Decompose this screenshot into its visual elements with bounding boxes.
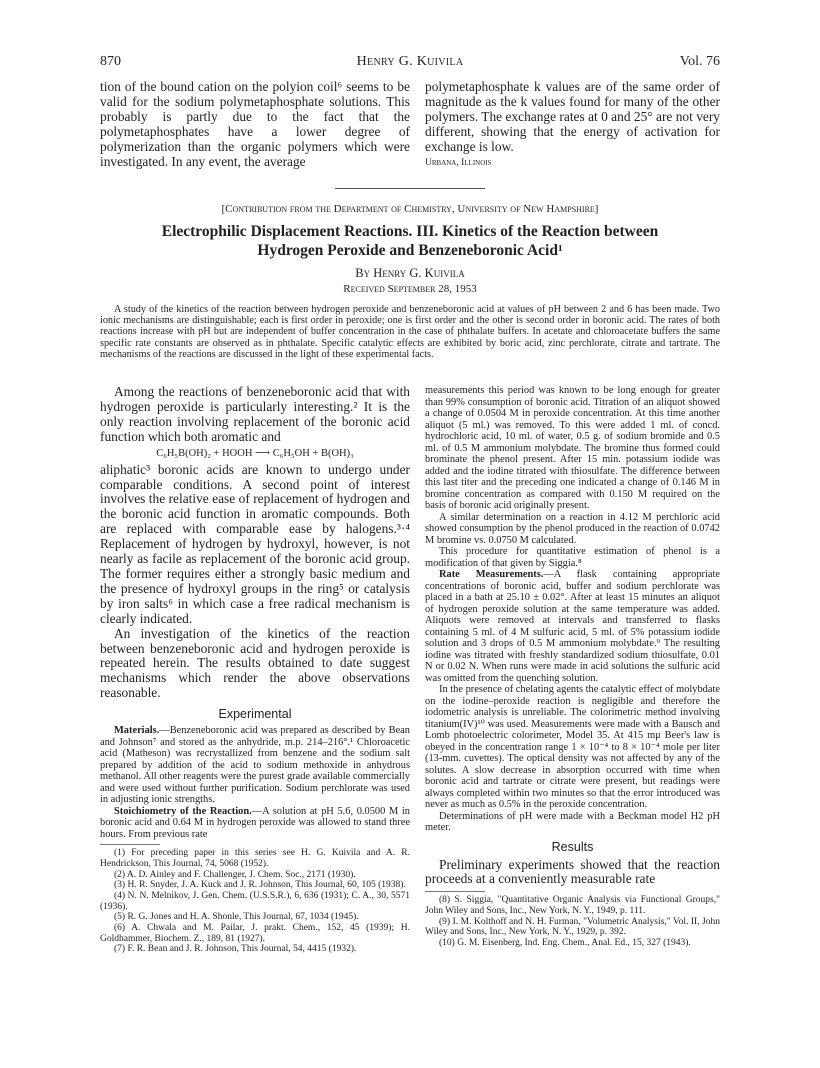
materials-heading: Materials.: [114, 725, 160, 737]
materials-paragraph: [100, 725, 410, 806]
results-heading: Results: [551, 839, 594, 854]
volume-label: Vol. 76: [679, 54, 720, 69]
results-paragraph: Preliminary experiments showed that the reaction proceeds at a conveniently measurable rate: [425, 856, 720, 887]
rate-measurements-text: —A flask containing appropriate concentrations of boronic acid, buffer and sodium perchlorate was placed in a bath at 25.10 ± 0.02°. After at least 15 minutes an aliquot of hydrogen peroxide solution at the same temperature was added. Aliquots were removed at intervals and transferred to flasks containing 5 ml. of 4 M sulfuric acid, 5 ml. of 5% potassium iodide solution and 3 drops of 0.5 M ammonium molybdate.⁹ The resulting iodine was titrated with freshly standardized sodium thiosulfate, 0.01 N or 0.02 N. When runs were made in acid solutions the sulfuric acid was omitted from the quenching solution.: [425, 569, 720, 684]
previous-article-right-text: polymetaphosphate k values are of the same order of magnitude as the k values found for many of the other polymers. The exchange rates at 0 and 25° are not very different, showing that the energy of activation for exchange is low.: [425, 79, 720, 154]
right-column: [425, 385, 720, 949]
rate-measurements-heading: Rate Measurements.: [439, 569, 544, 580]
chelating-paragraph: In the presence of chelating agents the catalytic effect of molybdate on the iodine–peroxide reaction is negligible and therefore the iodometric analysis is unreliable. The colorimetric method involving titanium(IV)¹⁰ was used. Measurements were made with a Bausch and Lomb photoelectric colorimeter, Model 35. At 415 mμ Beer's law is obeyed in the concentration range 1 × 10⁻⁴ to 8 × 10⁻⁴ mole per liter (13-mm. cuvettes). The optical density was not affected by any of the solutes. A slow decrease in absorption occurred with time when boronic acid and tartrate or citrate were present, but readings were always completed within two minutes so that the error introduced was never as much as 0.5% in the peroxide concentration.: [425, 684, 720, 810]
ph-paragraph: Determinations of pH were made with a Beckman model H2 pH meter.: [425, 810, 720, 833]
left-column: [100, 385, 410, 955]
byline: By Henry G. Kuivila: [355, 266, 465, 280]
footnote: (6) A. Chwala and M. Pailar, J. prakt. Chem., 152, 45 (1939); H. Goldhammer, Biochem. Z., 189, 81 (1927).: [100, 923, 410, 944]
running-author: Henry G. Kuivila: [356, 54, 464, 69]
footnote: (10) G. M. Eisenberg, Ind. Eng. Chem., Anal. Ed., 15, 327 (1943).: [439, 938, 691, 949]
footnote: (1) For preceding paper in this series see H. G. Kuivila and A. R. Hendrickson, This Journal, 74, 5068 (1952).: [100, 848, 410, 869]
contribution-line: [Contribution from the Department of Chemistry, University of New Hampshire]: [221, 203, 599, 215]
procedure-paragraph: This procedure for quantitative estimation of phenol is a modification of that given by Siggia.⁸: [425, 546, 720, 569]
intro-paragraph-1-continued: aliphatic³ boronic acids are known to undergo under comparable conditions. A second point of interest involves the relative ease of replacement of hydrogen and the boronic acid function in aromatic compounds. Both are replaced with comparable ease by halogens.³·⁴ Replacement of hydrogen by hydroxyl, however, is not nearly as facile as replacement of the boronic acid group. The former requires either a strongly basic medium and the presence of hydroxyl groups in the ring⁵ or catalysis by iron salts⁶ in which case a free radical mechanism is clearly indicated.: [100, 461, 410, 626]
perchloric-paragraph: A similar determination on a reaction in 4.12 M perchloric acid showed consumption by the phenol produced in the reaction of 0.0742 M bromine vs. 0.0750 M calculated.: [425, 511, 720, 546]
running-header: [100, 54, 720, 72]
received-date: Received September 28, 1953: [343, 283, 477, 295]
intro-paragraph-1: Among the reactions of benzeneboronic acid that with hydrogen peroxide is particularly interesting.² It is the only reaction involving replacement of the boronic acid function which both aromatic and: [100, 384, 410, 444]
footnotes-right: [425, 895, 720, 949]
previous-article-right: [425, 80, 720, 168]
abstract: A study of the kinetics of the reaction between hydrogen peroxide and benzeneboronic acid at values of pH between 2 and 6 has been made. Two ionic mechanisms are distinguishable; each is first order in peroxide; one is first order and the other is second order in boronic acid. The rates of both reactions increase with pH but are independent of buffer concentration in the case of phthalate buffers. In acetate and chloroacetate buffers the same specific rate constants are observed as in phthalate. Specific catalytic effects are exhibited by boric acid, zinc perchlorate, citrate and tartrate. The mechanisms of the reactions are discussed in the light of these experimental facts.: [100, 304, 720, 360]
stoichiometry-paragraph: [100, 806, 410, 841]
title-line-1: Electrophilic Displacement Reactions. III. Kinetics of the Reaction between: [161, 223, 659, 240]
footnote: (3) H. R. Snyder, J. A. Kuck and J. R. Johnson, This Journal, 60, 105 (1938).: [114, 880, 406, 891]
stoichiometry-heading: Stoichiometry of the Reaction.: [114, 805, 252, 817]
separator-rule: [335, 188, 485, 189]
title-line-2: Hydrogen Peroxide and Benzeneboronic Acid¹: [257, 242, 563, 259]
footnotes-left: [100, 848, 410, 955]
footnote: (9) I. M. Kolthoff and N. H. Furman, "Volumetric Analysis," Vol. II, John Wiley and Sons, Inc., New York, N. Y., 1929, p. 392.: [425, 916, 720, 938]
footnote: (8) S. Siggia, "Quantitative Organic Analysis via Functional Groups," John Wiley and Sons, Inc., New York, N. Y., 1949, p. 111.: [425, 895, 720, 917]
footnote: (2) A. D. Ainley and F. Challenger, J. Chem. Soc., 2171 (1930).: [114, 869, 356, 880]
materials-text: —Benzeneboronic acid was prepared as described by Bean and Johnson⁷ and stored as the anhydride, m.p. 214–216°.¹ Chloroacetic acid (Matheson) was recrystallized from benzene and the sodium salt prepared by addition of the acid to sodium methoxide in anhydrous methanol. All other reagents were the purest grade available commercially and were used without further purification. Sodium perchlorate was used in adjusting ionic strengths.: [100, 725, 410, 806]
author-location: Urbana, Illinois: [425, 157, 492, 168]
footnote: (4) N. N. Melnikov, J. Gen. Chem. (U.S.S.R.), 6, 636 (1931); C. A., 30, 5571 (1936).: [100, 890, 410, 912]
previous-article-left-text: tion of the bound cation on the polyion coil⁶ seems to be valid for the sodium polymetaphosphate solutions. This probably is partly due to the fact that the polymetaphosphates have a lower degree of polymerization than the organic polymers which were investigated. In any event, the average: [100, 79, 410, 169]
intro-paragraph-2: An investigation of the kinetics of the reaction between benzeneboronic acid and hydrogen peroxide is repeated herein. The results obtained to date suggest mechanisms which render the above observations reasonable.: [100, 625, 410, 701]
article-title: [100, 222, 720, 260]
page-number: 870: [100, 54, 121, 69]
footnote: (5) R. G. Jones and H. A. Shonle, This Journal, 67, 1034 (1945).: [114, 912, 359, 923]
previous-article-left: [100, 80, 410, 169]
footnote: (7) F. R. Bean and J. R. Johnson, This Journal, 54, 4415 (1932).: [114, 944, 357, 955]
footnote-rule-right: [425, 891, 485, 892]
experimental-heading: Experimental: [218, 707, 292, 722]
rate-measurements-paragraph: [425, 569, 720, 684]
reaction-equation: C₆H₅B(OH)₂ + HOOH ⟶ C₆H₅OH + B(OH)₃: [156, 447, 354, 459]
footnote-rule-left: [100, 844, 160, 845]
stoichiometry-text: —A solution at pH 5.6, 0.0500 M in boronic acid and 0.64 M in hydrogen peroxide was allowed to stand three hours. From previous rate: [100, 805, 410, 840]
stoichiometry-continued: measurements this period was known to be long enough for greater than 99% consumption of boronic acid. Titration of an aliquot showed a change of 0.0504 M in peroxide concentration. At this time another aliquot (5 ml.) was removed. To this were added 1 ml. of concd. hydrochloric acid, 10 ml. of water, 0.5 g. of sodium bromide and 0.5 ml. of 0.5 M ammonium molybdate. The bromine thus formed could brominate the phenol present. After 15 min. potassium iodide was added and the iodine titrated with thiosulfate. The difference between this last titer and the preceding one indicated a change of 0.146 M in bromine concentration as compared with 0.150 M required on the basis of boronic acid originally present.: [425, 385, 720, 511]
